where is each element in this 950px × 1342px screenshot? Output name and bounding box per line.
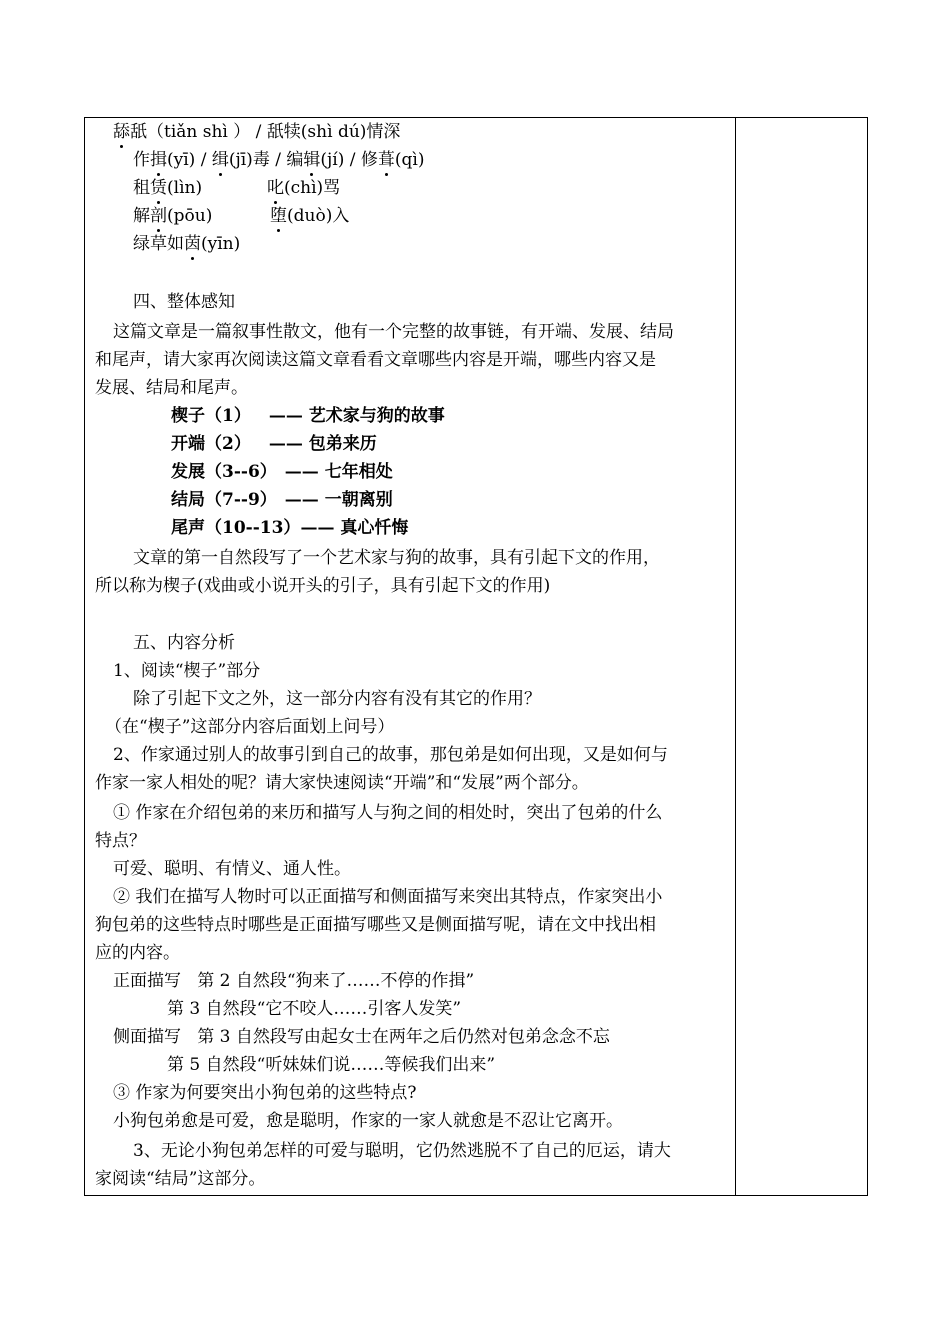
vocab-line-3-right: 叱(chì)骂	[267, 178, 341, 198]
section-5-line-6: ① 作家在介绍包弟的来历和描写人与狗之间的相处时，突出了包弟的什么	[113, 803, 663, 823]
outline-item-1: 楔子（1） —— 艺术家与狗的故事	[171, 406, 445, 426]
vocab-line-5: 绿草如茵(yīn)	[133, 234, 241, 254]
vocab-line-2: 作揖(yī) / 缉(jī)毒 / 编辑(jí) / 修葺(qì)	[133, 150, 425, 170]
section-4-p2-line-1: 文章的第一自然段写了一个艺术家与狗的故事，具有引起下文的作用，	[133, 548, 660, 568]
dotted-char: 葺	[377, 150, 395, 170]
section-5-line-10: 狗包弟的这些特点时哪些是正面描写哪些又是侧面描写呢，请在文中找出相	[95, 915, 656, 935]
section-5-line-18: 3、无论小狗包弟怎样的可爱与聪明，它仍然逃脱不了自己的厄运，请大	[133, 1141, 671, 1161]
dotted-char: 辑	[303, 150, 321, 170]
dotted-char: 叱	[267, 178, 284, 198]
dotted-char: 缉	[211, 150, 229, 170]
section-5-line-16: ③ 作家为何要突出小狗包弟的这些特点?	[113, 1083, 417, 1103]
section-5-line-8: 可爱、聪明、有情义、通人性。	[113, 859, 351, 879]
section-5-line-9: ② 我们在描写人物时可以正面描写和侧面描写来突出其特点，作家突出小	[113, 887, 663, 907]
lesson-table	[84, 117, 868, 1196]
section-5-line-17: 小狗包弟愈是可爱，愈是聪明，作家的一家人就愈是不忍让它离开。	[113, 1111, 623, 1131]
vocab-line-4-right: 堕(duò)入	[270, 206, 350, 226]
outline-item-4: 结局（7--9） —— 一朝离别	[171, 490, 393, 510]
section-5-line-13: 第 3 自然段“它不咬人……引客人发笑”	[167, 999, 462, 1019]
section-4-p1-line-2: 和尾声，请大家再次阅读这篇文章看看文章哪些内容是开端，哪些内容又是	[95, 350, 656, 370]
outline-item-2: 开端（2） —— 包弟来历	[171, 434, 377, 454]
outline-item-5: 尾声（10--13）—— 真心忏悔	[171, 518, 409, 538]
section-5-line-19: 家阅读“结局”这部分。	[95, 1169, 266, 1189]
vocab-line-1: 舔舐（tiǎn shì ） / 舐犊(shì dú)情深	[113, 122, 401, 142]
dotted-char: 赁	[150, 178, 167, 198]
dotted-char: 堕	[270, 206, 287, 226]
dotted-char: 揖	[150, 150, 167, 170]
dotted-char: 剖	[150, 206, 167, 226]
section-5-line-1: 1、阅读“楔子”部分	[113, 661, 261, 681]
section-5-line-12: 正面描写 第 2 自然段“狗来了……不停的作揖”	[113, 971, 475, 991]
section-4-p1-line-1: 这篇文章是一篇叙事性散文，他有一个完整的故事链，有开端、发展、结局	[113, 322, 674, 342]
content-cell	[85, 118, 735, 1195]
section-5-line-5: 作家一家人相处的呢？请大家快速阅读“开端”和“发展”两个部分。	[95, 773, 589, 793]
vocab-line-4-left: 解剖(pōu)	[133, 206, 213, 226]
section-4-heading: 四、整体感知	[133, 292, 235, 312]
section-4-p2-line-2: 所以称为楔子(戏曲或小说开头的引子，具有引起下文的作用)	[95, 576, 551, 596]
section-5-heading: 五、内容分析	[133, 633, 235, 653]
dotted-char: 茵	[184, 234, 201, 254]
column-divider	[735, 118, 736, 1195]
section-5-line-15: 第 5 自然段“听妹妹们说……等候我们出来”	[167, 1055, 496, 1075]
section-5-line-11: 应的内容。	[95, 943, 180, 963]
section-5-line-7: 特点？	[95, 831, 146, 851]
section-5-line-4: 2、作家通过别人的故事引到自己的故事，那包弟是如何出现，又是如何与	[113, 745, 668, 765]
section-5-line-3: （在“楔子”这部分内容后面划上问号）	[105, 717, 395, 737]
dotted-char: 舔	[113, 122, 130, 142]
vocab-line-3-left: 租赁(lìn)	[133, 178, 203, 198]
section-5-line-14: 侧面描写 第 3 自然段写由起女士在两年之后仍然对包弟念念不忘	[113, 1027, 610, 1047]
outline-item-3: 发展（3--6） —— 七年相处	[171, 462, 393, 482]
section-5-line-2: 除了引起下文之外，这一部分内容有没有其它的作用？	[133, 689, 541, 709]
section-4-p1-line-3: 发展、结局和尾声。	[95, 378, 248, 398]
